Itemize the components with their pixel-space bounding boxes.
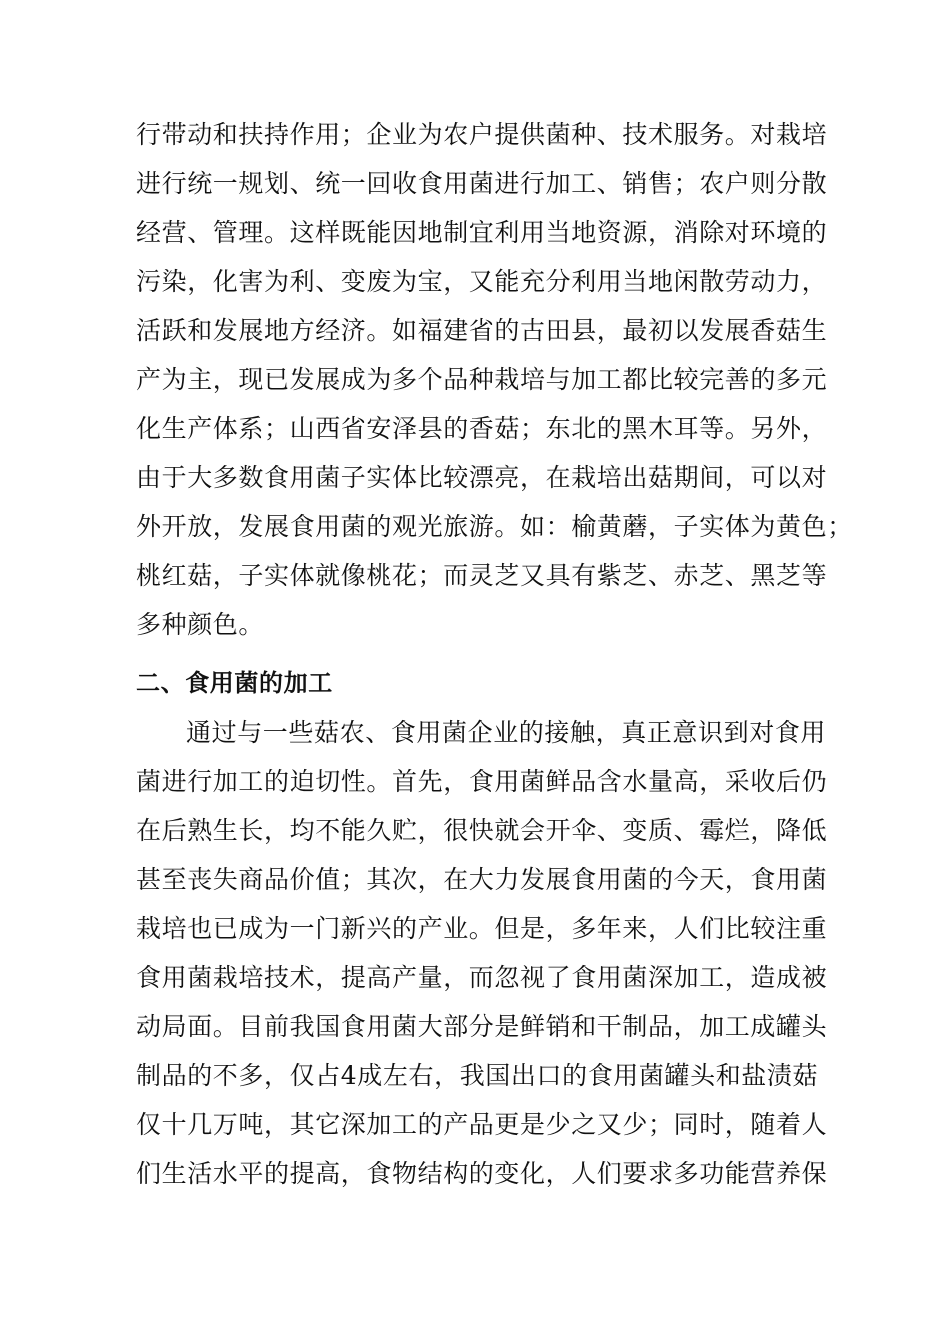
text-line: 外开放，发展食用菌的观光旅游。如：榆黄蘑，子实体为黄色； — [136, 512, 853, 541]
paragraph-processing — [136, 708, 836, 1198]
text-line: 栽培也已成为一门新兴的产业。但是，多年来，人们比较注重 — [136, 914, 828, 943]
text-line: 在后熟生长，均不能久贮，很快就会开伞、变质、霉烂，降低 — [136, 816, 828, 845]
text-line: 菌进行加工的迫切性。首先，食用菌鲜品含水量高，采收后仍 — [136, 767, 828, 796]
text-line: 污染，化害为利、变废为宝，又能充分利用当地闲散劳动力， — [136, 267, 828, 296]
text-line: 动局面。目前我国食用菌大部分是鲜销和干制品，加工成罐头 — [136, 1012, 828, 1041]
text-line: 多种颜色。 — [136, 610, 265, 639]
section-heading-block — [136, 659, 836, 708]
paragraph-continued — [136, 110, 853, 649]
text-line: 制品的不多，仅占4成左右，我国出口的食用菌罐头和盐渍菇 — [136, 1061, 819, 1090]
text-line: 食用菌栽培技术，提高产量，而忽视了食用菌深加工，造成被 — [136, 963, 828, 992]
text-line: 化生产体系；山西省安泽县的香菇；东北的黑木耳等。另外， — [136, 414, 828, 443]
text-line: 活跃和发展地方经济。如福建省的古田县，最初以发展香菇生 — [136, 316, 828, 345]
section-heading: 二、食用菌的加工 — [136, 669, 333, 697]
text-line: 甚至丧失商品价值；其次，在大力发展食用菌的今天，食用菌 — [136, 865, 828, 894]
text-line: 通过与一些菇农、食用菌企业的接触，真正意识到对食用 — [186, 718, 827, 747]
text-line: 进行统一规划、统一回收食用菌进行加工、销售；农户则分散 — [136, 169, 828, 198]
text-line: 由于大多数食用菌子实体比较漂亮，在栽培出菇期间，可以对 — [136, 463, 828, 492]
text-line: 产为主，现已发展成为多个品种栽培与加工都比较完善的多元 — [136, 365, 828, 394]
text-line: 经营、管理。这样既能因地制宜利用当地资源，消除对环境的 — [136, 218, 828, 247]
text-line: 们生活水平的提高，食物结构的变化，人们要求多功能营养保 — [136, 1159, 828, 1188]
text-line: 行带动和扶持作用；企业为农户提供菌种、技术服务。对栽培 — [136, 120, 828, 149]
text-line: 桃红菇，子实体就像桃花；而灵芝又具有紫芝、赤芝、黑芝等 — [136, 561, 828, 590]
text-line: 仅十几万吨，其它深加工的产品更是少之又少；同时，随着人 — [136, 1110, 828, 1139]
